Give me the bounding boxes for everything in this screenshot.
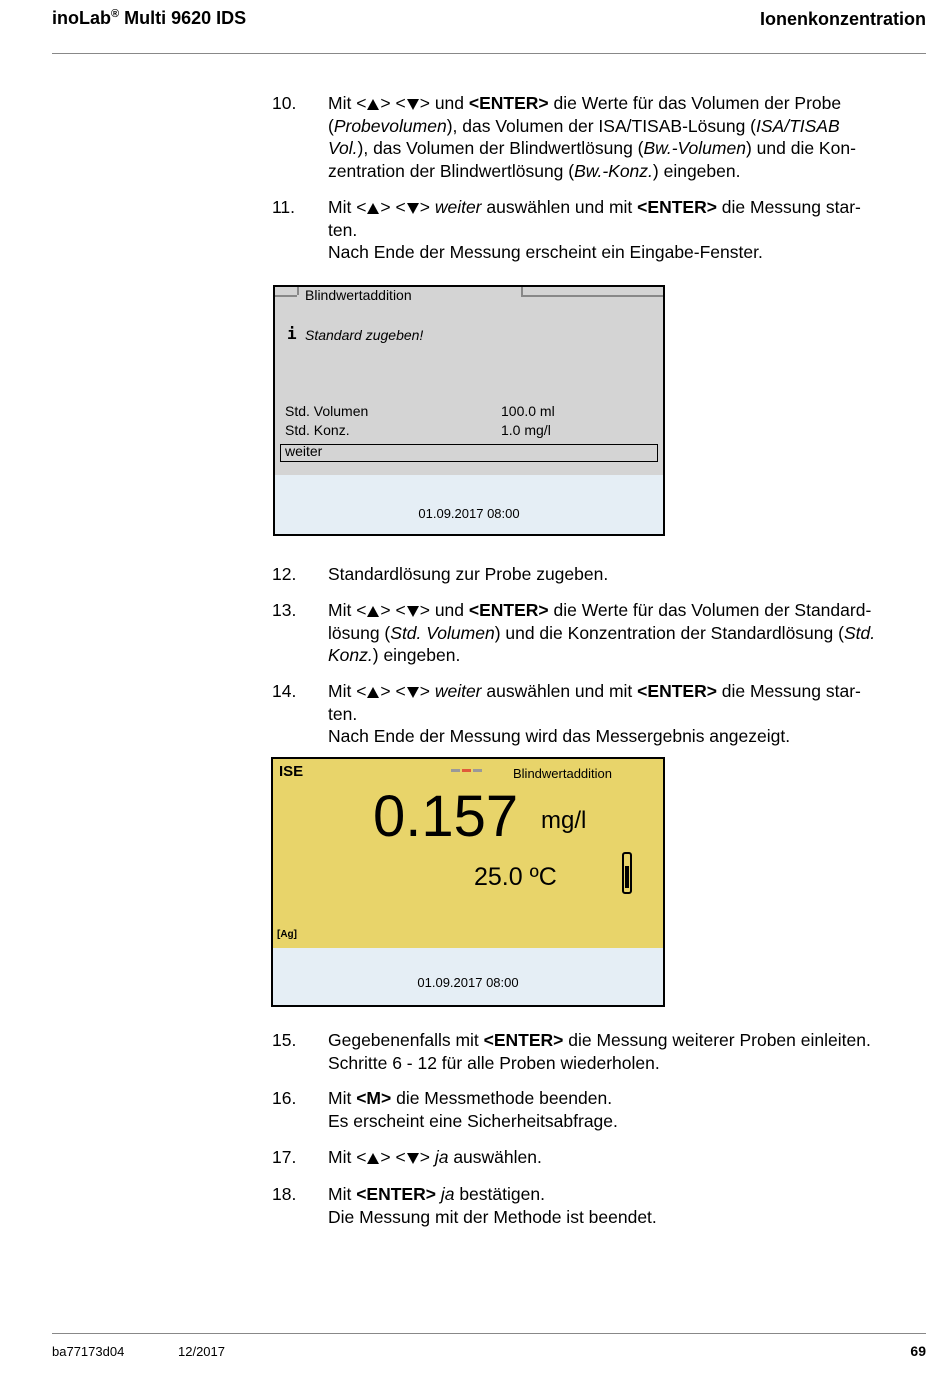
screen-datetime: 01.09.2017 08:00 bbox=[417, 975, 519, 990]
indicator-dot bbox=[473, 769, 482, 772]
indicator-dot bbox=[462, 769, 471, 772]
device-screen-input bbox=[273, 285, 665, 536]
step-12: 12. Standardlösung zur Probe zugeben. bbox=[272, 564, 609, 584]
measured-unit: mg/l bbox=[541, 807, 587, 834]
std-conc-value[interactable]: 1.0 mg/l bbox=[501, 422, 551, 438]
arrow-down-icon bbox=[407, 687, 419, 698]
screen-status-bar bbox=[275, 475, 663, 536]
step-17: 17. Mit < > < > ja auswählen. bbox=[272, 1147, 542, 1167]
thermometer-icon bbox=[622, 852, 632, 894]
screen-status-bar bbox=[273, 948, 663, 1007]
step-16: 16. Mit <M> die Messmethode beenden. Es erscheint eine Sicherheitsabfrage. bbox=[272, 1088, 618, 1131]
step-14: 14. Mit < > < > weiter auswählen und mit <ENTER> die Messung star- ten. Nach Ende der Messung wird das Messergebnis angezeigt. bbox=[272, 681, 861, 746]
std-volume-label: Std. Volumen bbox=[285, 403, 369, 419]
screen-title: Blindwertaddition bbox=[305, 287, 412, 303]
std-volume-value[interactable]: 100.0 ml bbox=[501, 403, 555, 419]
step-10: 10. Mit < > < > und <ENTER> die Werte für das Volumen der Probe (Probevolumen), das Volumen der ISA/TISAB-Lösung (ISA/TISAB Vol.), das Volumen der Blindwertlösung (Bw.-Volumen) und die Kon- zentration der Blindwertlösung (Bw.-Konz.) eingeben. bbox=[272, 93, 856, 181]
screen-datetime: 01.09.2017 08:00 bbox=[418, 506, 520, 521]
arrow-up-icon bbox=[367, 99, 379, 110]
step-11: 11. Mit < > < > weiter auswählen und mit <ENTER> die Messung star- ten. Nach Ende der Messung erscheint ein Eingabe-Fenster. bbox=[272, 197, 861, 262]
arrow-down-icon bbox=[407, 606, 419, 617]
weiter-menu-item[interactable]: weiter bbox=[280, 444, 658, 462]
arrow-down-icon bbox=[407, 1153, 419, 1164]
step-15: 15. Gegebenenfalls mit <ENTER> die Messung weiterer Proben einleiten. Schritte 6 - 12 für alle Proben wiederholen. bbox=[272, 1030, 871, 1073]
indicator-dot bbox=[451, 769, 460, 772]
arrow-up-icon bbox=[367, 606, 379, 617]
step-13: 13. Mit < > < > und <ENTER> die Werte für das Volumen der Standard- lösung (Std. Volumen) und die Konzentration der Standardlösung (Std. Konz.) eingeben. bbox=[272, 600, 876, 665]
electrode-label: [Ag] bbox=[277, 929, 297, 940]
footer-date: 12/2017 bbox=[178, 1344, 225, 1359]
temperature-value: 25.0 ºC bbox=[474, 863, 557, 891]
arrow-down-icon bbox=[407, 203, 419, 214]
header-rule bbox=[52, 53, 926, 54]
arrow-up-icon bbox=[367, 203, 379, 214]
device-screen-result bbox=[271, 757, 665, 1007]
header-section-title: Ionenkonzentration bbox=[760, 9, 926, 29]
footer-rule bbox=[52, 1333, 926, 1334]
mode-label: ISE bbox=[279, 763, 304, 780]
std-conc-label: Std. Konz. bbox=[285, 422, 350, 438]
arrow-down-icon bbox=[407, 99, 419, 110]
arrow-up-icon bbox=[367, 1153, 379, 1164]
step-18: 18. Mit <ENTER> ja bestätigen. Die Messung mit der Methode ist beendet. bbox=[272, 1184, 657, 1227]
page-number: 69 bbox=[910, 1343, 926, 1359]
footer-doc-id: ba77173d04 bbox=[52, 1344, 125, 1359]
info-message: Standard zugeben! bbox=[305, 327, 424, 343]
info-icon: i bbox=[287, 324, 297, 343]
method-label: Blindwertaddition bbox=[513, 766, 613, 781]
measured-value: 0.157 bbox=[373, 784, 519, 849]
header-product: inoLab® Multi 9620 IDS bbox=[52, 8, 247, 28]
arrow-up-icon bbox=[367, 687, 379, 698]
measurement-indicator bbox=[451, 759, 484, 777]
